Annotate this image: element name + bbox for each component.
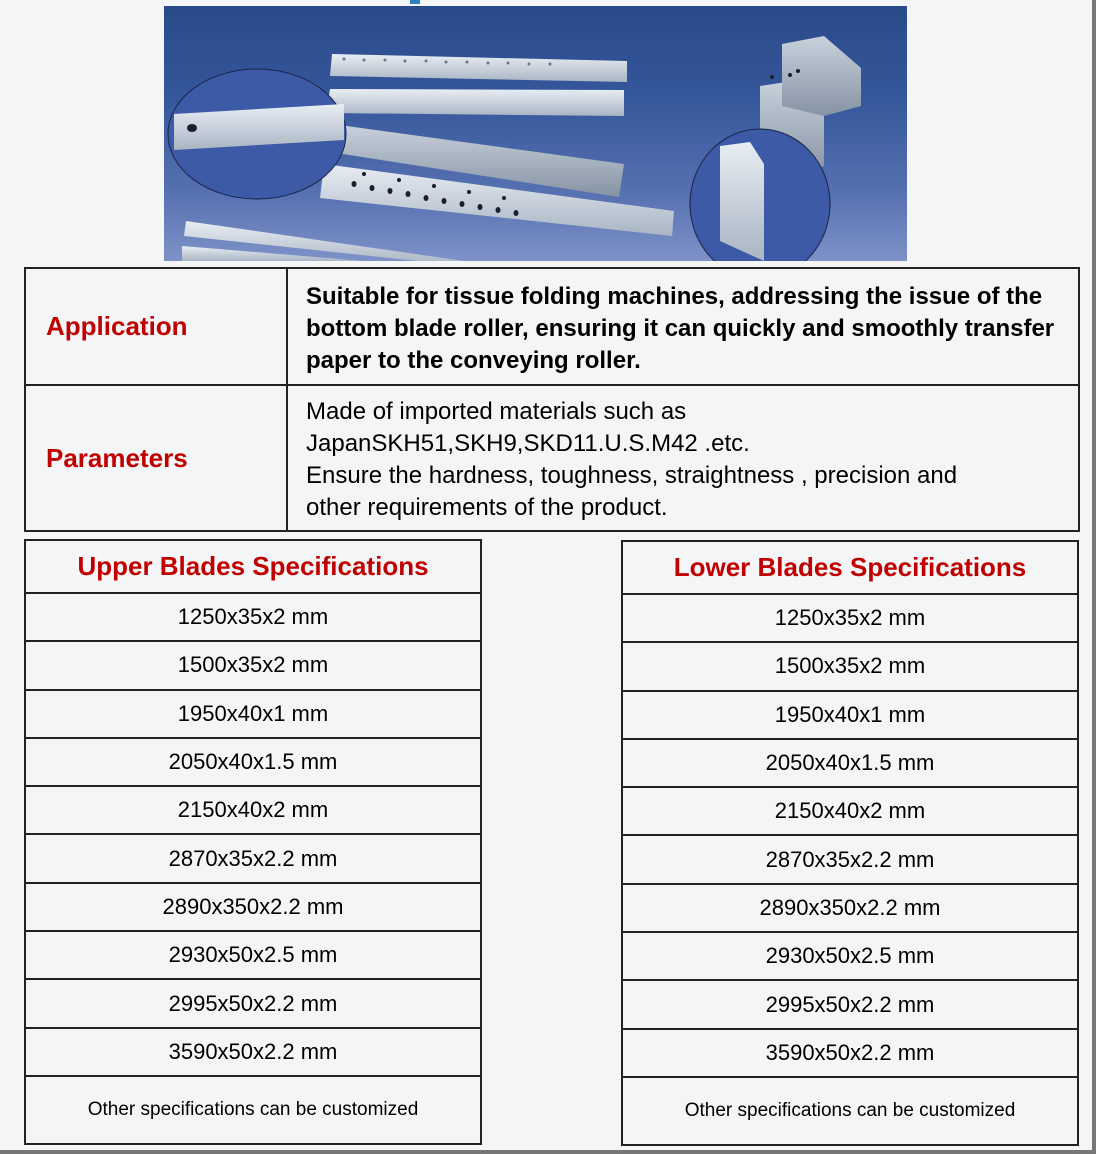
spec-row: 2150x40x2 mm	[623, 788, 1077, 836]
spec-row: 2930x50x2.5 mm	[623, 933, 1077, 981]
parameters-line: JapanSKH51,SKH9,SKD11.U.S.M42 .etc.	[306, 430, 750, 457]
spec-row: 1500x35x2 mm	[26, 642, 480, 690]
parameters-line: other requirements of the product.	[306, 494, 668, 521]
top-accent-mark	[410, 0, 420, 4]
upper-blades-footer: Other specifications can be customized	[87, 1098, 419, 1120]
lower-blades-title: Lower Blades Specifications	[623, 542, 1077, 595]
parameters-line: Ensure the hardness, toughness, straightness , precision and	[306, 462, 958, 489]
upper-blades-table	[24, 539, 482, 1145]
spec-row: 1950x40x1 mm	[26, 691, 480, 739]
parameters-line: Made of imported materials such as	[306, 398, 687, 425]
parameters-label: Parameters	[26, 386, 288, 530]
application-label: Application	[26, 269, 288, 384]
application-value: Suitable for tissue folding machines, addressing the issue of the bottom blade roller, ensuring it can quickly and smoothly transfer paper to the conveying roller.	[306, 283, 1055, 374]
spec-row: 2890x350x2.2 mm	[26, 884, 480, 932]
right-border	[1092, 0, 1096, 1154]
spec-row: 2930x50x2.5 mm	[26, 932, 480, 980]
spec-row: 2050x40x1.5 mm	[623, 740, 1077, 788]
spec-row: 2995x50x2.2 mm	[26, 980, 480, 1028]
blade-block-large	[782, 36, 861, 116]
blades-illustration	[164, 6, 907, 261]
blade-upper-holed	[330, 54, 627, 82]
spec-row: 1250x35x2 mm	[26, 594, 480, 642]
spec-row: 1250x35x2 mm	[623, 595, 1077, 643]
spec-row: 3590x50x2.2 mm	[26, 1029, 480, 1077]
spec-row: 2870x35x2.2 mm	[26, 835, 480, 883]
spec-row: 1950x40x1 mm	[623, 692, 1077, 740]
lower-blades-footer: Other specifications can be customized	[684, 1099, 1016, 1121]
info-row-parameters	[26, 386, 1078, 530]
parameters-value	[288, 386, 1078, 530]
info-table	[24, 267, 1080, 532]
spec-row: 3590x50x2.2 mm	[623, 1030, 1077, 1078]
spec-row: 1500x35x2 mm	[623, 643, 1077, 691]
spec-row: 2890x350x2.2 mm	[623, 885, 1077, 933]
spec-row: 2050x40x1.5 mm	[26, 739, 480, 787]
info-row-application	[26, 269, 1078, 386]
product-photo	[164, 6, 907, 261]
upper-blades-title: Upper Blades Specifications	[26, 541, 480, 594]
spec-row: 2150x40x2 mm	[26, 787, 480, 835]
blade-flat	[326, 89, 624, 116]
lower-blades-table	[621, 540, 1079, 1146]
spec-row: 2995x50x2.2 mm	[623, 981, 1077, 1029]
bottom-border	[0, 1150, 1096, 1154]
spec-row: 2870x35x2.2 mm	[623, 836, 1077, 884]
